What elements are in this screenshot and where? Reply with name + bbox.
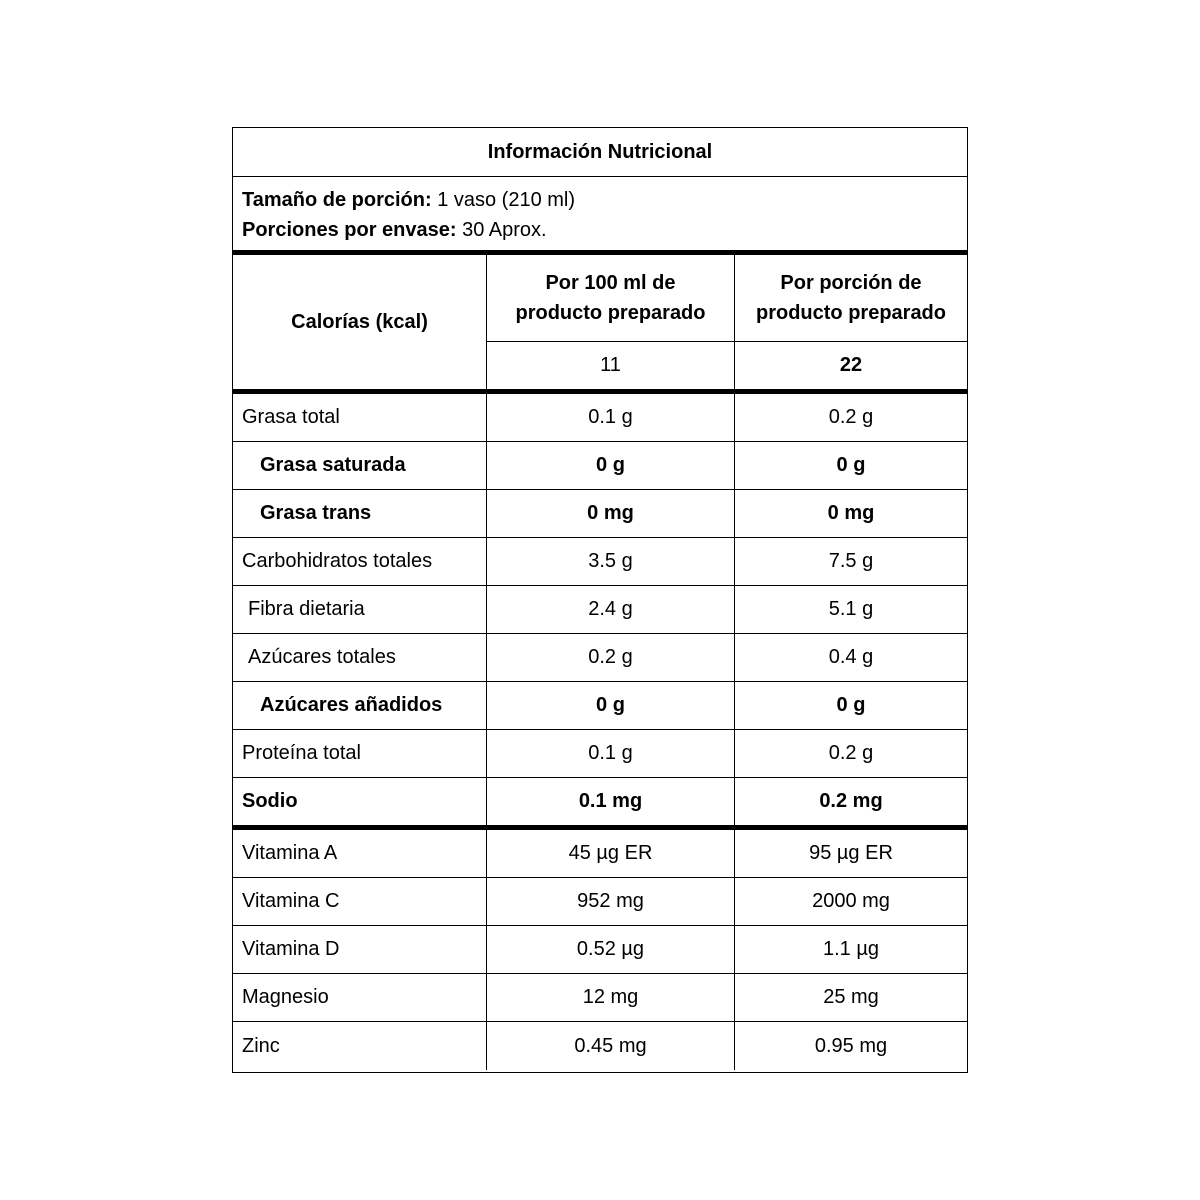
vitamin-serving-c: 2000 mg	[735, 878, 967, 926]
column-header-per-100ml-line1: Por 100 ml de	[545, 272, 676, 294]
nutrient-serving-total-carbs: 7.5 g	[735, 538, 967, 586]
table-title: Información Nutricional	[233, 128, 967, 177]
nutrition-facts-table	[232, 127, 968, 1073]
vitamin-name-d: Vitamina D	[233, 926, 487, 974]
nutrient-per100-sodium: 0.1 mg	[487, 778, 735, 830]
nutrient-serving-total-sugars: 0.4 g	[735, 634, 967, 682]
nutrient-name-trans-fat: Grasa trans	[233, 490, 487, 538]
calories-per-serving: 22	[735, 342, 967, 394]
vitamin-per100-a: 45 µg ER	[487, 830, 735, 878]
nutrient-serving-saturated-fat: 0 g	[735, 442, 967, 490]
column-header-per-100ml	[487, 255, 735, 342]
vitamin-per100-d: 0.52 µg	[487, 926, 735, 974]
mineral-serving-zinc: 0.95 mg	[814, 1034, 888, 1057]
nutrient-serving-total-protein: 0.2 g	[735, 730, 967, 778]
nutrient-serving-sodium: 0.2 mg	[735, 778, 967, 830]
serving-info	[233, 177, 967, 255]
nutrient-name-saturated-fat: Grasa saturada	[233, 442, 487, 490]
nutrient-name-added-sugars: Azúcares añadidos	[233, 682, 487, 730]
nutrient-per100-saturated-fat: 0 g	[487, 442, 735, 490]
nutrient-name-sodium: Sodio	[233, 778, 487, 830]
nutrient-serving-total-fat: 0.2 g	[735, 394, 967, 442]
servings-per-container-label: Porciones por envase:	[242, 219, 457, 241]
serving-size-line	[242, 185, 958, 215]
vitamin-serving-d: 1.1 µg	[735, 926, 967, 974]
nutrient-grid	[233, 255, 967, 1070]
column-header-per-serving	[735, 255, 967, 342]
serving-size-value: 1 vaso (210 ml)	[437, 189, 576, 211]
vitamin-name-a: Vitamina A	[233, 830, 487, 878]
nutrient-name-total-sugars: Azúcares totales	[233, 634, 487, 682]
mineral-serving-magnesium: 25 mg	[735, 974, 967, 1022]
serving-size-label: Tamaño de porción:	[242, 189, 432, 211]
nutrient-per100-total-carbs: 3.5 g	[487, 538, 735, 586]
column-header-per-100ml-line2: producto preparado	[515, 302, 706, 324]
nutrient-per100-added-sugars: 0 g	[487, 682, 735, 730]
calories-per-100ml: 11	[487, 342, 735, 394]
mineral-name-zinc: Zinc	[233, 1022, 487, 1070]
nutrient-per100-total-sugars: 0.2 g	[487, 634, 735, 682]
nutrient-per100-trans-fat: 0 mg	[487, 490, 735, 538]
servings-per-container-line	[242, 215, 958, 245]
calories-label: Calorías (kcal)	[233, 255, 487, 394]
nutrient-name-total-protein: Proteína total	[233, 730, 487, 778]
column-header-per-serving-line1: Por porción de	[780, 272, 922, 294]
vitamin-name-c: Vitamina C	[233, 878, 487, 926]
mineral-name-magnesium: Magnesio	[233, 974, 487, 1022]
nutrient-per100-total-protein: 0.1 g	[487, 730, 735, 778]
nutrient-name-total-carbs: Carbohidratos totales	[233, 538, 487, 586]
vitamin-serving-a: 95 µg ER	[735, 830, 967, 878]
nutrient-per100-dietary-fiber: 2.4 g	[487, 586, 735, 634]
nutrient-per100-total-fat: 0.1 g	[487, 394, 735, 442]
nutrient-serving-added-sugars: 0 g	[735, 682, 967, 730]
servings-per-container-value: 30 Aprox.	[462, 219, 547, 241]
mineral-per100-magnesium: 12 mg	[487, 974, 735, 1022]
nutrient-serving-dietary-fiber: 5.1 g	[735, 586, 967, 634]
nutrient-serving-trans-fat: 0 mg	[735, 490, 967, 538]
nutrient-name-dietary-fiber: Fibra dietaria	[233, 586, 487, 634]
nutrient-name-total-fat: Grasa total	[233, 394, 487, 442]
vitamin-per100-c: 952 mg	[487, 878, 735, 926]
column-header-per-serving-line2: producto preparado	[755, 302, 946, 324]
mineral-per100-zinc: 0.45 mg	[487, 1022, 735, 1070]
